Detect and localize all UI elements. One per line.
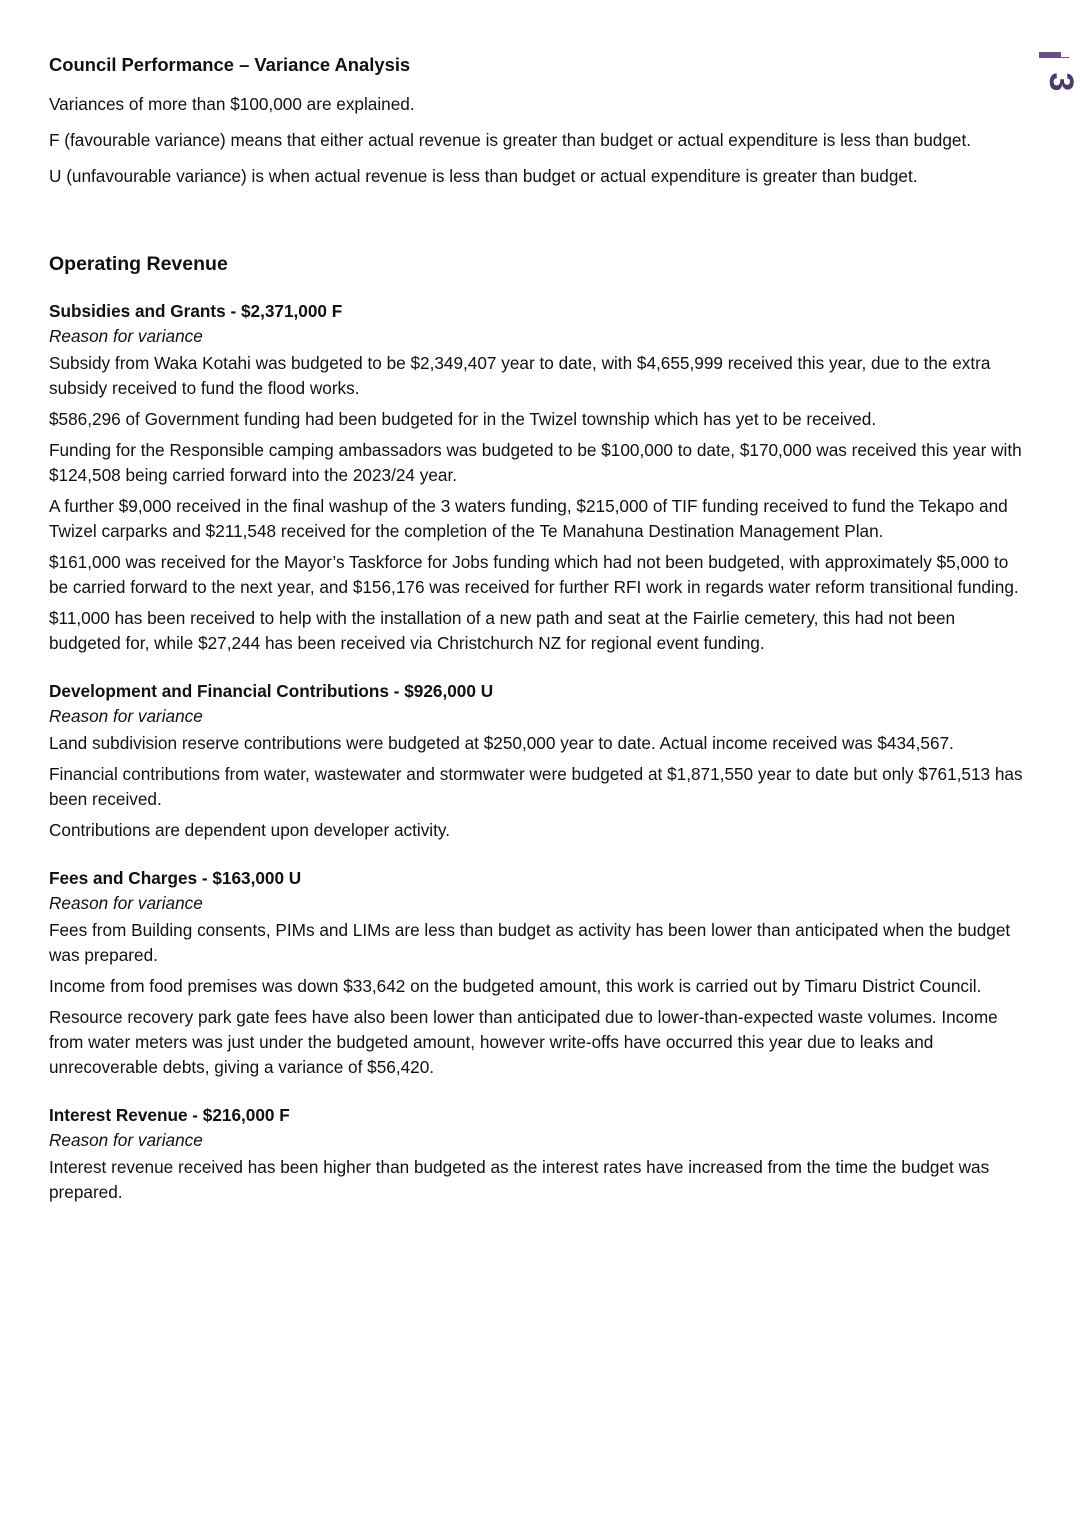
variance-heading: Interest Revenue - $216,000 F bbox=[49, 1105, 290, 1125]
variance-paragraph: Subsidy from Waka Kotahi was budgeted to be $2,349,407 year to date, with $4,655,999 received this year, due to the extra subsidy received to fund the flood works. bbox=[49, 353, 991, 398]
variance-paragraph: Resource recovery park gate fees have also been lower than anticipated due to lower-than-expected waste volumes. Income from water meters was just under the budgeted amount, however write-offs have occurred this year due to leaks and unrecoverable debts, giving a variance of $56,420. bbox=[49, 1007, 998, 1077]
variance-paragraph: $161,000 was received for the Mayor’s Taskforce for Jobs funding which had not been budgeted, with approximately $5,000 to be carried forward to the next year, and $156,176 was received for further RFI work in regards water reform transitional funding. bbox=[49, 552, 1019, 597]
variance-paragraph: A further $9,000 received in the final washup of the 3 waters funding, $215,000 of TIF funding received to fund the Tekapo and Twizel carparks and $211,548 received for the completion of the Te Manahuna Destination Management Plan. bbox=[49, 496, 1008, 541]
variance-paragraph: Interest revenue received has been higher than budgeted as the interest rates have increased from the time the budget was prepared. bbox=[49, 1157, 990, 1202]
reason-label: Reason for variance bbox=[49, 706, 203, 726]
intro-paragraph: U (unfavourable variance) is when actual revenue is less than budget or actual expenditure is greater than budget. bbox=[49, 166, 918, 186]
intro-paragraph: F (favourable variance) means that either actual revenue is greater than budget or actual expenditure is less than budget. bbox=[49, 130, 971, 150]
variance-paragraph: Income from food premises was down $33,642 on the budgeted amount, this work is carried out by Timaru District Council. bbox=[49, 976, 982, 996]
variance-paragraph: Contributions are dependent upon developer activity. bbox=[49, 820, 450, 840]
variance-paragraph: $586,296 of Government funding had been budgeted for in the Twizel township which has yet to be received. bbox=[49, 409, 877, 429]
reason-label: Reason for variance bbox=[49, 326, 203, 346]
section-heading: Operating Revenue bbox=[49, 253, 228, 275]
variance-heading: Subsidies and Grants - $2,371,000 F bbox=[49, 301, 343, 321]
intro-paragraph: Variances of more than $100,000 are explained. bbox=[49, 94, 415, 114]
document-page bbox=[49, 52, 1027, 1228]
variance-heading: Development and Financial Contributions - $926,000 U bbox=[49, 681, 494, 701]
reason-label: Reason for variance bbox=[49, 1130, 203, 1150]
variance-section-subsidies bbox=[49, 299, 1027, 656]
reason-label: Reason for variance bbox=[49, 893, 203, 913]
page-tab-rule bbox=[1039, 57, 1069, 58]
variance-paragraph: Funding for the Responsible camping ambassadors was budgeted to be $100,000 to date, $170,000 was received this year with $124,508 being carried forward into the 2023/24 year. bbox=[49, 440, 1022, 485]
intro-block bbox=[49, 92, 1027, 189]
variance-heading: Fees and Charges - $163,000 U bbox=[49, 868, 302, 888]
variance-section-fees bbox=[49, 866, 1027, 1080]
page-title: Council Performance – Variance Analysis bbox=[49, 54, 411, 75]
variance-paragraph: Land subdivision reserve contributions were budgeted at $250,000 year to date. Actual income received was $434,567. bbox=[49, 733, 954, 753]
variance-paragraph: $11,000 has been received to help with the installation of a new path and seat at the Fairlie cemetery, this had not been budgeted for, while $27,244 has been received via Christchurch NZ for regional event funding. bbox=[49, 608, 956, 653]
variance-section-interest bbox=[49, 1103, 1027, 1205]
variance-paragraph: Fees from Building consents, PIMs and LIMs are less than budget as activity has been lower than anticipated when the budget was prepared. bbox=[49, 920, 1011, 965]
page-number: 3 bbox=[1042, 72, 1080, 92]
variance-section-contributions bbox=[49, 679, 1027, 843]
variance-paragraph: Financial contributions from water, wastewater and stormwater were budgeted at $1,871,550 year to date but only $761,513 has been received. bbox=[49, 764, 1023, 809]
